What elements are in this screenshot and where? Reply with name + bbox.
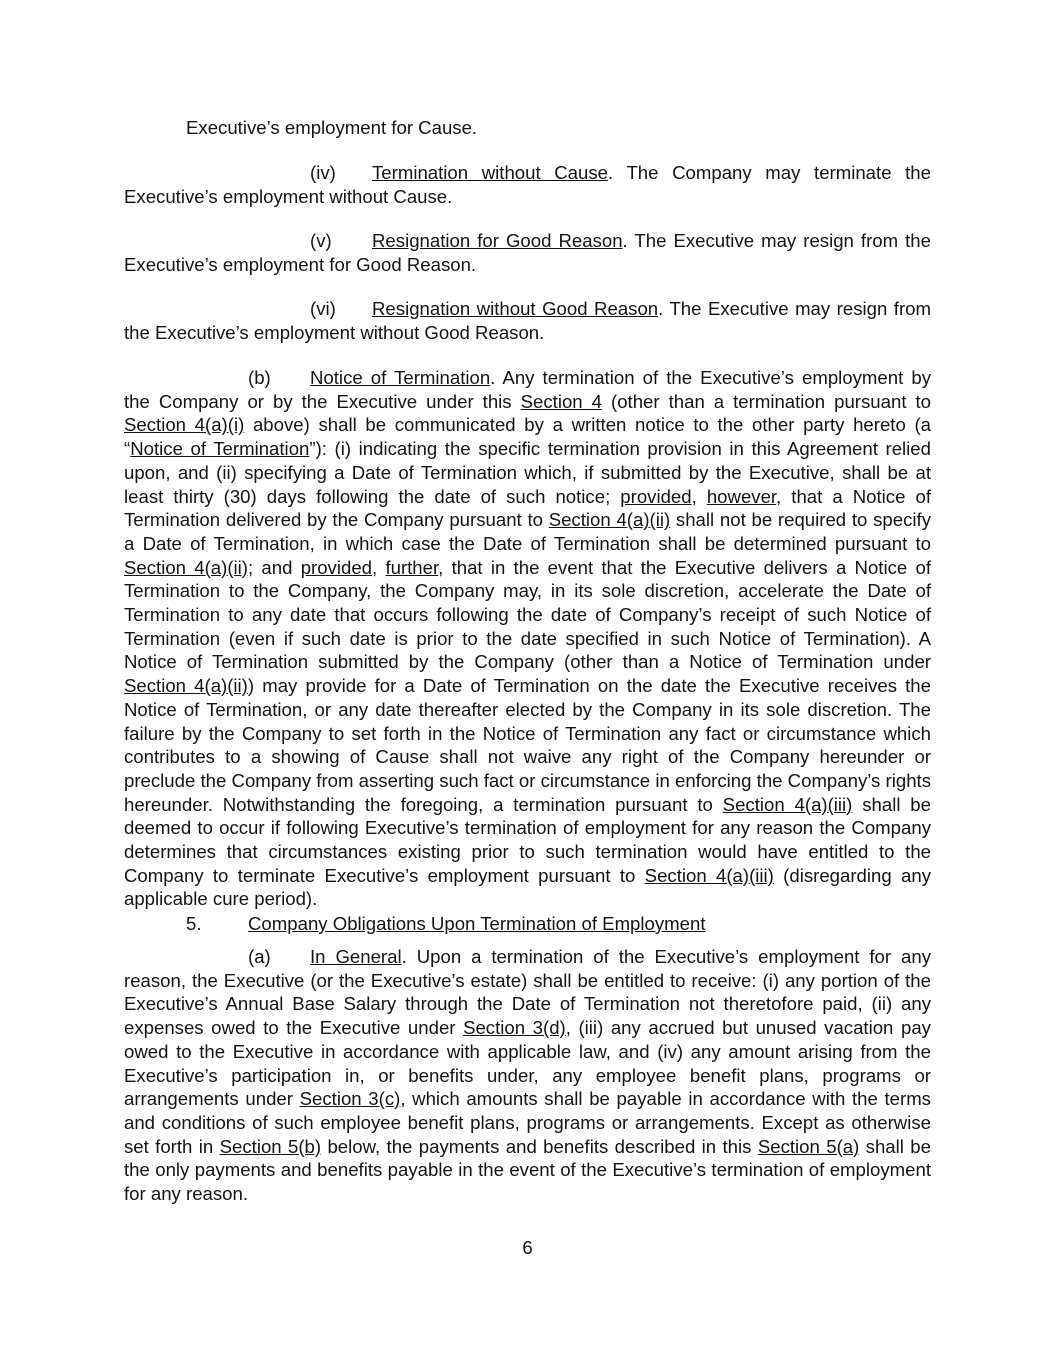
clause-heading: Resignation for Good Reason [372, 230, 623, 251]
clause-text: shall be the only payments and benefits payable in the event of the Executive’s termination of employment for any reason. [124, 1135, 931, 1205]
clause-text: (other than a termination pursuant to [602, 390, 931, 412]
clause-text: . The Executive may resign from the Executive’s employment without Good Reason. [124, 298, 931, 343]
section-reference: Section 3(d) [463, 1017, 566, 1039]
section-reference: Section 4(a)(iii) [644, 864, 774, 886]
paragraph-cause-end [186, 116, 931, 140]
clause-number: (iv) [310, 162, 336, 183]
section-reference: Section 5(b) [219, 1135, 322, 1157]
section-reference: Section 4 [520, 390, 602, 412]
clause-text: , (iii) any accrued but unused vacation pay owed to the Executive in accordance with applicable law, and (iv) any amount arising from the Executive’s participation in, or benefits under, any employee benefit plans, programs or arrangements under [124, 1017, 931, 1110]
paragraph-text: Executive’s employment for Cause. [186, 117, 478, 138]
clause-text: below, the payments and benefits described in this [321, 1135, 758, 1157]
clause-heading: In General [310, 946, 402, 967]
section-reference: Section 4(a)(i) [124, 414, 245, 436]
section-reference: Section 5(a) [757, 1135, 860, 1157]
clause-text: . Upon a termination of the Executive’s employment for any reason, the Executive (or the Executive’s estate) shall be entitled to receive: (i) any portion of the Executive’s Annual Base Salary through the Date of Termination not theretofore paid, (ii) any expenses owed to the Executive under [124, 946, 931, 1039]
section-reference: Section 4(a)(iii) [722, 793, 853, 815]
clause-text: . Any termination of the Executive’s employment by the Company or by the Executive under this [124, 367, 931, 412]
clause-number: (vi) [310, 298, 336, 319]
section-reference: Section 4(a)(ii) [124, 675, 248, 697]
clause-number: (b) [248, 367, 271, 388]
clause-text: . The Executive may resign from the Executive’s employment for Good Reason. [124, 230, 931, 275]
defined-term: Notice of Termination [130, 438, 310, 460]
clause-number: (a) [248, 946, 271, 967]
proviso-term: provided [620, 485, 692, 507]
clause-heading: Resignation without Good Reason [372, 298, 659, 319]
clause-text: . The Company may terminate the Executive’s employment without Cause. [124, 162, 931, 207]
clause-number: (v) [310, 230, 332, 251]
clause-text: , [691, 485, 707, 507]
clause-text: , that in the event that the Executive delivers a Notice of Termination to the Company, the Company may, in its sole discretion, accelerate the Date of Termination to any date that occurs following the date of Company’s receipt of such Notice of Termination (even if such date is prior to the date specified in such Notice of Termination). A Notice of Termination submitted by the Company (other than a Notice of Termination under [124, 556, 931, 673]
section-heading: Company Obligations Upon Termination of Employment [248, 913, 706, 934]
proviso-term: however [706, 485, 777, 507]
proviso-term: provided [300, 556, 373, 578]
proviso-term: further [385, 556, 439, 578]
paragraph-iv [124, 161, 931, 208]
section-reference: Section 3(c) [299, 1088, 401, 1110]
clause-text: , which amounts shall be payable in accordance with the terms and conditions of such employee benefit plans, programs or arrangements. Except as otherwise set forth in [124, 1088, 931, 1157]
section-reference: Section 4(a)(ii) [124, 556, 248, 578]
clause-text: , that a Notice of Termination delivered by the Company pursuant to [124, 485, 931, 531]
clause-text: above) shall be communicated by a written notice to the other party hereto (a “ [124, 414, 932, 460]
clause-text: ) may provide for a Date of Termination on the date the Executive receives the Notice of Termination, or any date thereafter elected by the Company in its sole discretion. The failure by the Company to set forth in the Notice of Termination any fact or circumstance which contributes to a showing of Cause shall not waive any right of the Company hereunder or preclude the Company from asserting such fact or circumstance in enforcing the Company’s rights hereunder. Notwithstanding the foregoing, a termination pursuant to [124, 675, 931, 815]
clause-text: , [372, 556, 386, 578]
clause-heading: Termination without Cause [372, 162, 608, 183]
clause-text: ”): (i) indicating the specific termination provision in this Agreement relied upon, and (ii) specifying a Date of Termination which, if submitted by the Executive, shall be at least thirty (30) days following the date of such notice; [124, 438, 931, 507]
clause-text: shall not be required to specify a Date of Termination, in which case the Date of Termination shall be determined pursuant to [124, 509, 931, 554]
clause-text: ; and [247, 556, 301, 578]
section-reference: Section 4(a)(ii) [548, 509, 671, 531]
paragraph-a-in-general [124, 945, 931, 1206]
paragraph-b-notice-of-termination [124, 366, 931, 911]
clause-text: (disregarding any applicable cure period). [124, 864, 931, 910]
clause-heading: Notice of Termination [310, 367, 491, 388]
paragraph-v [124, 229, 931, 276]
paragraph-vi [124, 297, 931, 344]
clause-text: shall be deemed to occur if following Executive’s termination of employment for any reason the Company determines that circumstances existing prior to such termination would have entitled to the Company to terminate Executive’s employment pursuant to [124, 793, 931, 886]
section-5-heading-line [124, 912, 931, 936]
page-number: 6 [522, 1237, 533, 1258]
section-number: 5. [186, 913, 202, 934]
